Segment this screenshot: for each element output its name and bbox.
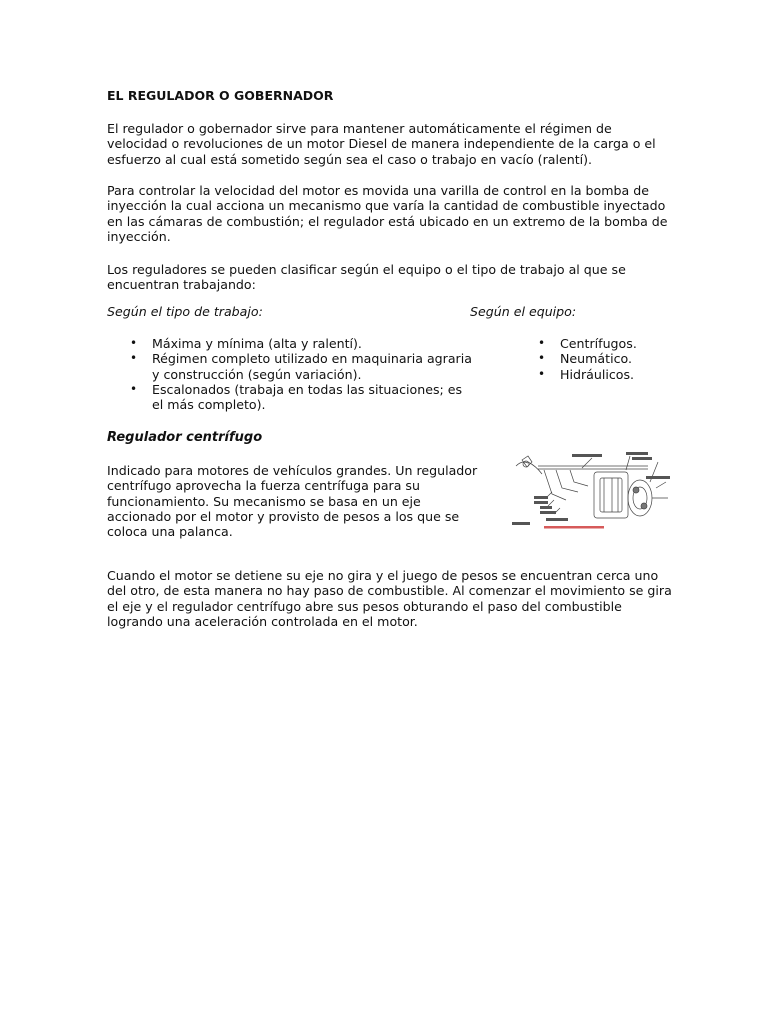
bullet: • <box>538 366 546 381</box>
list-item: • Neumático. <box>538 351 632 367</box>
list-item: • Hidráulicos. <box>538 366 635 382</box>
bullet: • <box>538 336 546 350</box>
bullet: • <box>538 351 546 366</box>
list-item: • Centrífugos. <box>538 336 637 351</box>
centrifugal-description: Indicado para motores de vehículos grandes. Un regulador centrífugo aprovecha la fuerza centrífuga para su funcionamiento. Su mecanismo se basa en un eje accionado por el motor y provisto de pesos a los que se coloca una palanca. <box>107 463 478 540</box>
by-work-list <box>127 336 472 412</box>
list-item: • Régimen completo utilizado en maquinaria agraria y construcción (según variación). <box>130 351 472 382</box>
bullet: • <box>130 336 138 350</box>
by-equipment-heading: Según el equipo: <box>470 304 577 319</box>
control-paragraph: Para controlar la velocidad del motor es movida una varilla de control en la bomba de inyección la cual acciona un mecanismo que varía la cantidad de combustible inyectado en las cámaras de combustión; el regulador está ubicado en un extremo de la bomba de inyección. <box>107 183 668 244</box>
by-equipment-list <box>535 336 675 382</box>
bullet: • <box>130 381 138 396</box>
governor-diagram-image <box>508 448 672 532</box>
classification-paragraph: Los reguladores se pueden clasificar según el equipo o el tipo de trabajo al que se encuentran trabajando: <box>107 262 626 293</box>
intro-paragraph: El regulador o gobernador sirve para mantener automáticamente el régimen de velocidad o revoluciones de un motor Diesel de manera independiente de la carga o el esfuerzo al cual está sometido según sea el caso o trabajo en vacío (ralentí). <box>107 121 656 167</box>
bullet: • <box>130 351 138 366</box>
centrifugal-heading: Regulador centrífugo <box>107 430 263 445</box>
by-work-heading: Según el tipo de trabajo: <box>107 304 263 319</box>
closing-paragraph: Cuando el motor se detiene su eje no gira y el juego de pesos se encuentran cerca uno del otro, de esta manera no hay paso de combustible. Al comenzar el movimiento se gira el eje y el regulador centrífugo abre sus pesos obturando el paso del combustible logrando una aceleración controlada en el motor. <box>107 568 672 629</box>
list-item: • Escalonados (trabaja en todas las situaciones; es el más completo). <box>130 381 463 413</box>
list-item: • Máxima y mínima (alta y ralentí). <box>130 336 362 351</box>
page-title: EL REGULADOR O GOBERNADOR <box>107 88 334 103</box>
